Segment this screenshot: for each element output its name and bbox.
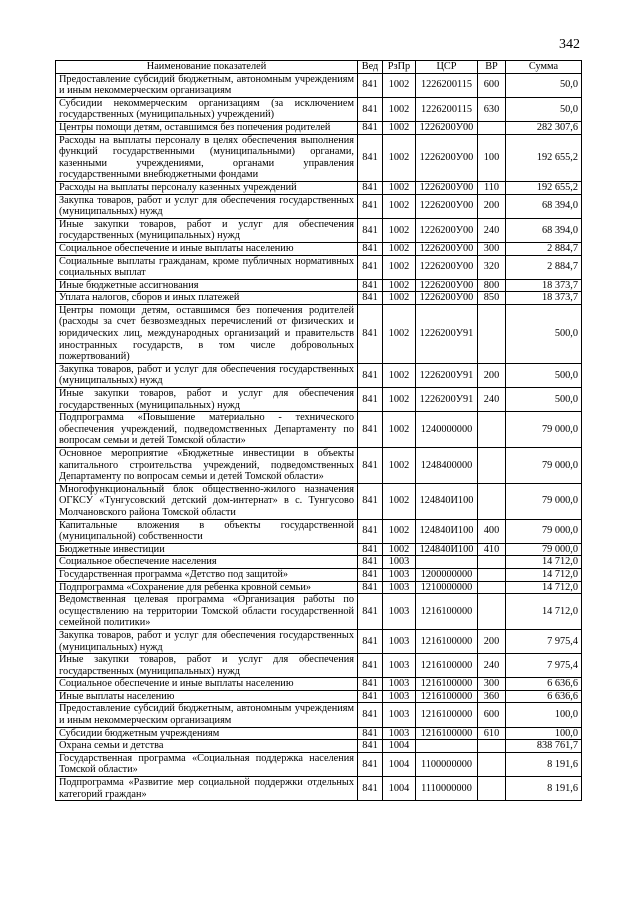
header-csr: ЦСР: [416, 61, 478, 74]
cell-vr: 200: [478, 629, 506, 653]
cell-sum: 7 975,4: [506, 654, 582, 678]
cell-ved: 841: [358, 654, 383, 678]
cell-vr: [478, 448, 506, 484]
cell-csr: 1226200У91: [416, 304, 478, 363]
cell-rzpr: 1003: [383, 678, 416, 691]
cell-sum: 192 655,2: [506, 181, 582, 194]
cell-ved: 841: [358, 255, 383, 279]
cell-ved: 841: [358, 752, 383, 776]
cell-rzpr: 1003: [383, 629, 416, 653]
cell-rzpr: 1002: [383, 73, 416, 97]
cell-rzpr: 1003: [383, 727, 416, 740]
cell-vr: [478, 556, 506, 569]
table-row: [56, 218, 582, 242]
cell-rzpr: 1004: [383, 740, 416, 753]
cell-sum: 79 000,0: [506, 543, 582, 556]
cell-vr: [478, 304, 506, 363]
cell-name: Закупка товаров, работ и услуг для обеспечения государственных (муниципальных) нужд: [56, 363, 358, 387]
cell-ved: 841: [358, 777, 383, 801]
cell-csr: 1226200У91: [416, 363, 478, 387]
table-row: [56, 242, 582, 255]
cell-vr: [478, 483, 506, 519]
cell-csr: 1100000000: [416, 752, 478, 776]
cell-sum: 500,0: [506, 363, 582, 387]
cell-vr: [478, 412, 506, 448]
cell-csr: 124840И100: [416, 519, 478, 543]
cell-sum: 282 307,6: [506, 121, 582, 134]
cell-ved: 841: [358, 194, 383, 218]
cell-rzpr: 1003: [383, 703, 416, 727]
cell-ved: 841: [358, 279, 383, 292]
table-row: [56, 134, 582, 181]
cell-sum: 6 636,6: [506, 678, 582, 691]
cell-sum: 18 373,7: [506, 279, 582, 292]
table-row: [56, 292, 582, 305]
table-row: [56, 581, 582, 594]
table-row: [56, 568, 582, 581]
cell-ved: 841: [358, 292, 383, 305]
cell-sum: 500,0: [506, 388, 582, 412]
page-number: 342: [559, 37, 580, 52]
table-row: [56, 556, 582, 569]
cell-sum: 50,0: [506, 97, 582, 121]
table-row: [56, 194, 582, 218]
cell-vr: [478, 121, 506, 134]
cell-csr: 1226200У00: [416, 121, 478, 134]
table-row: [56, 279, 582, 292]
cell-vr: 320: [478, 255, 506, 279]
cell-rzpr: 1002: [383, 279, 416, 292]
cell-vr: 300: [478, 678, 506, 691]
cell-name: Иные закупки товаров, работ и услуг для обеспечения государственных (муниципальных) нужд: [56, 654, 358, 678]
table-row: [56, 412, 582, 448]
budget-table: [55, 60, 582, 801]
cell-name: Предоставление субсидий бюджетным, автономным учреждениям и иным некоммерческим организациям: [56, 73, 358, 97]
cell-vr: 600: [478, 73, 506, 97]
cell-ved: 841: [358, 629, 383, 653]
cell-csr: 1216100000: [416, 703, 478, 727]
cell-ved: 841: [358, 73, 383, 97]
cell-ved: 841: [358, 690, 383, 703]
table-row: [56, 654, 582, 678]
cell-ved: 841: [358, 519, 383, 543]
cell-vr: 240: [478, 218, 506, 242]
table-row: [56, 629, 582, 653]
cell-name: Подпрограмма «Повышение материально - технического обеспечения учреждений, подведомственных Департаменту по вопросам семьи и детей Томской области»: [56, 412, 358, 448]
cell-vr: 100: [478, 134, 506, 181]
cell-vr: [478, 740, 506, 753]
cell-sum: 100,0: [506, 727, 582, 740]
cell-rzpr: 1002: [383, 292, 416, 305]
cell-csr: 1226200У00: [416, 218, 478, 242]
cell-name: Субсидии некоммерческим организациям (за исключением государственных (муниципальных) учреждений): [56, 97, 358, 121]
cell-name: Охрана семьи и детства: [56, 740, 358, 753]
cell-ved: 841: [358, 134, 383, 181]
cell-ved: 841: [358, 568, 383, 581]
cell-sum: 2 884,7: [506, 242, 582, 255]
cell-name: Закупка товаров, работ и услуг для обеспечения государственных (муниципальных) нужд: [56, 194, 358, 218]
cell-vr: 850: [478, 292, 506, 305]
cell-ved: 841: [358, 594, 383, 630]
cell-sum: 79 000,0: [506, 412, 582, 448]
table-row: [56, 727, 582, 740]
cell-sum: 6 636,6: [506, 690, 582, 703]
table-row: [56, 121, 582, 134]
cell-csr: 1216100000: [416, 654, 478, 678]
cell-vr: [478, 594, 506, 630]
cell-rzpr: 1002: [383, 448, 416, 484]
table-row: [56, 304, 582, 363]
table-row: [56, 543, 582, 556]
cell-name: Иные бюджетные ассигнования: [56, 279, 358, 292]
cell-rzpr: 1002: [383, 194, 416, 218]
table-row: [56, 483, 582, 519]
cell-ved: 841: [358, 304, 383, 363]
cell-ved: 841: [358, 412, 383, 448]
cell-sum: 68 394,0: [506, 218, 582, 242]
cell-vr: 200: [478, 194, 506, 218]
cell-name: Бюджетные инвестиции: [56, 543, 358, 556]
cell-rzpr: 1002: [383, 121, 416, 134]
cell-name: Предоставление субсидий бюджетным, автономным учреждениям и иным некоммерческим организациям: [56, 703, 358, 727]
cell-sum: 18 373,7: [506, 292, 582, 305]
cell-rzpr: 1003: [383, 581, 416, 594]
cell-sum: 100,0: [506, 703, 582, 727]
table-body: [56, 73, 582, 801]
cell-name: Иные закупки товаров, работ и услуг для обеспечения государственных (муниципальных) нужд: [56, 388, 358, 412]
table-row: [56, 519, 582, 543]
cell-name: Государственная программа «Детство под защитой»: [56, 568, 358, 581]
cell-sum: 14 712,0: [506, 568, 582, 581]
cell-csr: 1226200115: [416, 73, 478, 97]
header-name: Наименование показателей: [56, 61, 358, 74]
cell-vr: 240: [478, 388, 506, 412]
cell-sum: 8 191,6: [506, 777, 582, 801]
table-header-row: [56, 61, 582, 74]
cell-rzpr: 1003: [383, 594, 416, 630]
cell-name: Социальное обеспечение и иные выплаты населению: [56, 678, 358, 691]
cell-vr: [478, 777, 506, 801]
cell-name: Подпрограмма «Развитие мер социальной поддержки отдельных категорий граждан»: [56, 777, 358, 801]
table-row: [56, 594, 582, 630]
cell-vr: 360: [478, 690, 506, 703]
cell-vr: 600: [478, 703, 506, 727]
cell-csr: [416, 740, 478, 753]
cell-vr: [478, 568, 506, 581]
cell-name: Социальное обеспечение и иные выплаты населению: [56, 242, 358, 255]
cell-csr: 124840И100: [416, 483, 478, 519]
table-row: [56, 255, 582, 279]
cell-name: Капитальные вложения в объекты государственной (муниципальной) собственности: [56, 519, 358, 543]
cell-name: Уплата налогов, сборов и иных платежей: [56, 292, 358, 305]
cell-rzpr: 1003: [383, 654, 416, 678]
cell-csr: [416, 556, 478, 569]
table-row: [56, 73, 582, 97]
cell-rzpr: 1003: [383, 690, 416, 703]
table-row: [56, 752, 582, 776]
cell-vr: 110: [478, 181, 506, 194]
cell-sum: 2 884,7: [506, 255, 582, 279]
cell-ved: 841: [358, 388, 383, 412]
cell-name: Иные закупки товаров, работ и услуг для обеспечения государственных (муниципальных) нужд: [56, 218, 358, 242]
cell-csr: 1226200У00: [416, 134, 478, 181]
table-row: [56, 777, 582, 801]
cell-ved: 841: [358, 581, 383, 594]
cell-rzpr: 1002: [383, 519, 416, 543]
table-row: [56, 740, 582, 753]
cell-sum: 14 712,0: [506, 581, 582, 594]
table-row: [56, 388, 582, 412]
cell-rzpr: 1002: [383, 543, 416, 556]
cell-sum: 500,0: [506, 304, 582, 363]
cell-csr: 1226200У00: [416, 181, 478, 194]
cell-ved: 841: [358, 483, 383, 519]
header-ved: Вед: [358, 61, 383, 74]
cell-rzpr: 1002: [383, 304, 416, 363]
table-row: [56, 678, 582, 691]
cell-rzpr: 1003: [383, 556, 416, 569]
table-row: [56, 181, 582, 194]
cell-ved: 841: [358, 218, 383, 242]
cell-ved: 841: [358, 121, 383, 134]
cell-rzpr: 1004: [383, 777, 416, 801]
cell-name: Социальные выплаты гражданам, кроме публичных нормативных социальных выплат: [56, 255, 358, 279]
cell-rzpr: 1002: [383, 483, 416, 519]
cell-csr: 1210000000: [416, 581, 478, 594]
cell-vr: 610: [478, 727, 506, 740]
cell-ved: 841: [358, 448, 383, 484]
table-row: [56, 448, 582, 484]
cell-ved: 841: [358, 363, 383, 387]
cell-rzpr: 1002: [383, 363, 416, 387]
cell-sum: 192 655,2: [506, 134, 582, 181]
cell-csr: 1226200У91: [416, 388, 478, 412]
cell-csr: 1226200У00: [416, 255, 478, 279]
cell-ved: 841: [358, 740, 383, 753]
cell-name: Ведомственная целевая программа «Организация работы по осуществлению на территории Томской области государственной семейной политики»: [56, 594, 358, 630]
cell-ved: 841: [358, 703, 383, 727]
cell-csr: 1226200У00: [416, 279, 478, 292]
table-row: [56, 97, 582, 121]
cell-rzpr: 1002: [383, 134, 416, 181]
cell-ved: 841: [358, 727, 383, 740]
cell-csr: 1216100000: [416, 678, 478, 691]
cell-vr: [478, 752, 506, 776]
cell-name: Центры помощи детям, оставшимся без попечения родителей: [56, 121, 358, 134]
cell-vr: [478, 581, 506, 594]
cell-sum: 8 191,6: [506, 752, 582, 776]
cell-rzpr: 1002: [383, 97, 416, 121]
cell-ved: 841: [358, 181, 383, 194]
cell-name: Социальное обеспечение населения: [56, 556, 358, 569]
cell-ved: 841: [358, 97, 383, 121]
cell-vr: 200: [478, 363, 506, 387]
cell-rzpr: 1002: [383, 388, 416, 412]
cell-name: Центры помощи детям, оставшимся без попечения родителей (расходы за счет безвозмездных перечислений от физических и юридических лиц, международных организаций и правительств иностранных государств, в том числе добровольных пожертвований): [56, 304, 358, 363]
header-rzpr: РзПр: [383, 61, 416, 74]
cell-rzpr: 1003: [383, 568, 416, 581]
cell-rzpr: 1002: [383, 255, 416, 279]
cell-csr: 1226200У00: [416, 292, 478, 305]
cell-vr: 400: [478, 519, 506, 543]
cell-csr: 1216100000: [416, 690, 478, 703]
cell-rzpr: 1002: [383, 242, 416, 255]
cell-name: Закупка товаров, работ и услуг для обеспечения государственных (муниципальных) нужд: [56, 629, 358, 653]
cell-name: Расходы на выплаты персоналу казенных учреждений: [56, 181, 358, 194]
cell-sum: 838 761,7: [506, 740, 582, 753]
cell-name: Основное мероприятие «Бюджетные инвестиции в объекты капитального строительства учреждений, подведомственных Департаменту по вопросам семьи и детей Томской области»: [56, 448, 358, 484]
cell-sum: 14 712,0: [506, 594, 582, 630]
cell-sum: 7 975,4: [506, 629, 582, 653]
cell-sum: 79 000,0: [506, 519, 582, 543]
cell-name: Многофункциональный блок общественно-жилого назначения ОГКСУ «Тунгусовский детский дом-интернат» в с. Тунгусово Молчановского района Томской области: [56, 483, 358, 519]
table-row: [56, 703, 582, 727]
cell-name: Подпрограмма «Сохранение для ребенка кровной семьи»: [56, 581, 358, 594]
cell-vr: 410: [478, 543, 506, 556]
cell-sum: 50,0: [506, 73, 582, 97]
cell-csr: 1226200У00: [416, 242, 478, 255]
cell-name: Субсидии бюджетным учреждениям: [56, 727, 358, 740]
cell-rzpr: 1002: [383, 412, 416, 448]
cell-rzpr: 1004: [383, 752, 416, 776]
cell-csr: 1226200У00: [416, 194, 478, 218]
cell-ved: 841: [358, 678, 383, 691]
cell-vr: 300: [478, 242, 506, 255]
cell-sum: 68 394,0: [506, 194, 582, 218]
cell-rzpr: 1002: [383, 218, 416, 242]
cell-name: Иные выплаты населению: [56, 690, 358, 703]
header-vr: ВР: [478, 61, 506, 74]
cell-csr: 1240000000: [416, 412, 478, 448]
cell-csr: 1216100000: [416, 727, 478, 740]
cell-name: Государственная программа «Социальная поддержка населения Томской области»: [56, 752, 358, 776]
cell-csr: 1226200115: [416, 97, 478, 121]
cell-sum: 79 000,0: [506, 483, 582, 519]
cell-ved: 841: [358, 556, 383, 569]
cell-csr: 1216100000: [416, 629, 478, 653]
cell-csr: 1248400000: [416, 448, 478, 484]
cell-ved: 841: [358, 242, 383, 255]
cell-name: Расходы на выплаты персоналу в целях обеспечения выполнения функций государственными (муниципальными) органами, казенными учреждениями, органами управления государственными внебюджетными фондами: [56, 134, 358, 181]
cell-vr: 800: [478, 279, 506, 292]
table-row: [56, 363, 582, 387]
cell-vr: 240: [478, 654, 506, 678]
cell-rzpr: 1002: [383, 181, 416, 194]
cell-csr: 1200000000: [416, 568, 478, 581]
cell-sum: 14 712,0: [506, 556, 582, 569]
cell-ved: 841: [358, 543, 383, 556]
cell-vr: 630: [478, 97, 506, 121]
cell-csr: 1216100000: [416, 594, 478, 630]
cell-csr: 1110000000: [416, 777, 478, 801]
cell-csr: 124840И100: [416, 543, 478, 556]
cell-sum: 79 000,0: [506, 448, 582, 484]
header-sum: Сумма: [506, 61, 582, 74]
table-row: [56, 690, 582, 703]
